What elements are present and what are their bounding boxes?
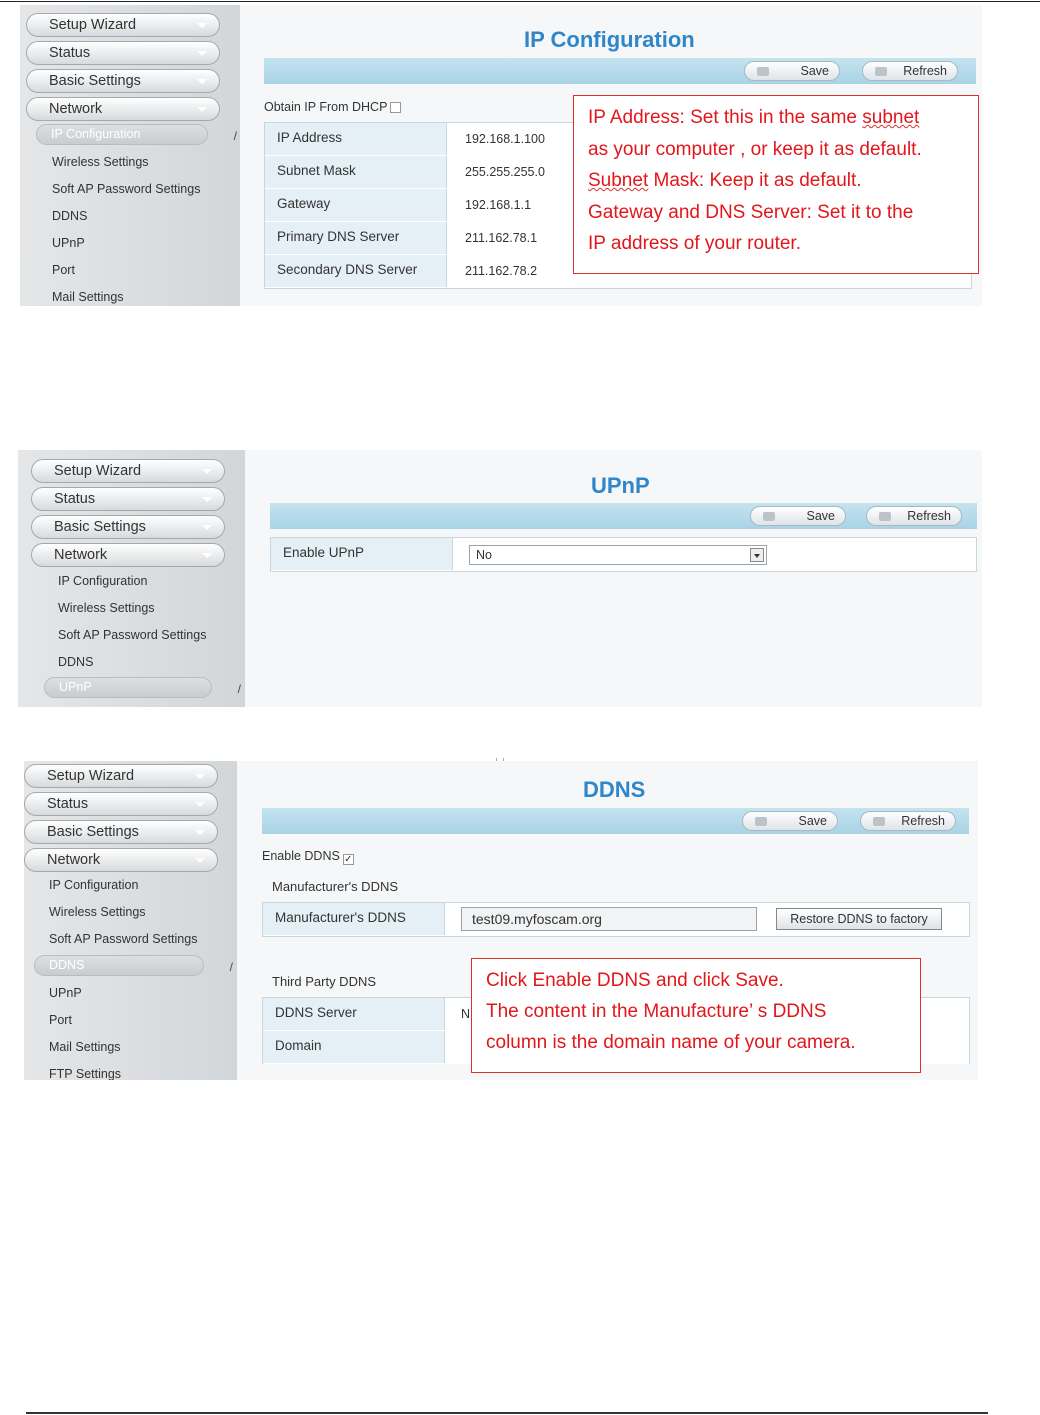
callout-line: column is the domain name of your camera. <box>486 1032 856 1053</box>
menu-label: Network <box>54 547 108 563</box>
callout-line: as your computer , or keep it as default. <box>588 138 922 160</box>
save-button[interactable]: Save <box>750 506 846 526</box>
submenu-upnp[interactable]: UPnP <box>49 986 82 1000</box>
save-button[interactable]: Save <box>744 61 840 81</box>
sidebar <box>20 5 240 306</box>
callout-line: Gateway and DNS Server: Set it to the <box>588 201 914 223</box>
row-label: Domain <box>263 1031 445 1063</box>
submenu-wireless-settings[interactable]: Wireless Settings <box>52 155 149 169</box>
ip-configuration-screenshot <box>20 5 982 306</box>
ddns-callout <box>471 958 921 1073</box>
refresh-icon <box>875 67 887 76</box>
third-party-ddns-heading: Third Party DDNS <box>272 974 377 989</box>
menu-status[interactable] <box>26 41 220 65</box>
callout-line: The content in the Manufacture’ s DDNS <box>486 1001 827 1022</box>
sidebar <box>18 450 245 707</box>
row-label: Secondary DNS Server <box>265 255 447 287</box>
row-label: DDNS Server <box>263 998 445 1030</box>
refresh-button[interactable]: Refresh <box>860 811 956 831</box>
toolbar <box>270 503 977 529</box>
chevron-down-icon <box>202 525 212 530</box>
submenu-soft-ap-password-settings[interactable]: Soft AP Password Settings <box>52 182 201 196</box>
chevron-down-icon <box>197 51 207 56</box>
menu-setup-wizard[interactable] <box>31 459 225 483</box>
save-button[interactable]: Save <box>742 811 838 831</box>
submenu-mail-settings[interactable]: Mail Settings <box>52 290 124 304</box>
cursor-mark-icon: / <box>229 960 233 974</box>
toolbar <box>262 808 969 834</box>
save-icon <box>763 512 775 521</box>
menu-status[interactable] <box>31 487 225 511</box>
sidebar <box>24 761 237 1080</box>
refresh-button[interactable]: Refresh <box>866 506 962 526</box>
submenu-ip-configuration[interactable]: IP Configuration <box>58 574 148 588</box>
page-title: DDNS <box>583 777 646 802</box>
row-label: Gateway <box>265 189 447 221</box>
menu-label: Setup Wizard <box>49 17 137 33</box>
subnet-mask-input[interactable]: 255.255.255.0 <box>447 156 971 188</box>
row-label: Manufacturer's DDNS <box>263 903 445 935</box>
upnp-screenshot <box>18 450 982 707</box>
menu-status[interactable] <box>24 792 218 816</box>
refresh-icon <box>873 817 885 826</box>
menu-label: Setup Wizard <box>47 768 135 784</box>
page-title: UPnP <box>591 473 650 498</box>
ip-config-callout <box>573 95 979 274</box>
submenu-ip-configuration[interactable]: IP Configuration <box>49 878 139 892</box>
chevron-down-icon <box>195 858 205 863</box>
submenu-port[interactable]: Port <box>52 263 75 277</box>
chevron-down-icon <box>202 497 212 502</box>
submenu-upnp[interactable]: UPnP / <box>44 677 212 698</box>
gateway-input[interactable]: 192.168.1.1 <box>447 189 971 221</box>
chevron-down-icon <box>197 23 207 28</box>
toolbar <box>264 58 976 84</box>
dhcp-option: Obtain IP From DHCP <box>264 100 401 114</box>
cursor-mark-icon: / <box>233 129 237 143</box>
secondary-dns-input[interactable]: 211.162.78.2 <box>447 255 971 287</box>
cursor-mark-icon: / <box>237 682 241 696</box>
save-icon <box>757 67 769 76</box>
row-label: Primary DNS Server <box>265 222 447 254</box>
submenu-ip-configuration[interactable]: IP Configuration / <box>36 124 208 145</box>
menu-basic-settings[interactable] <box>24 820 218 844</box>
menu-label: Status <box>54 491 96 507</box>
restore-ddns-button[interactable]: Restore DDNS to factory <box>776 908 942 930</box>
save-icon <box>755 817 767 826</box>
submenu-port[interactable]: Port <box>49 1013 72 1027</box>
enable-ddns-checkbox[interactable]: ✓ <box>344 854 353 865</box>
menu-label: Network <box>49 101 103 117</box>
menu-network[interactable] <box>24 848 218 872</box>
menu-setup-wizard[interactable] <box>24 764 218 788</box>
row-label: IP Address <box>265 123 447 155</box>
menu-label: Basic Settings <box>54 519 146 535</box>
enable-ddns-option: Enable DDNS ✓ <box>262 849 353 865</box>
ddns-server-select[interactable]: N <box>445 998 969 1030</box>
page-bottom-rule <box>26 1412 988 1414</box>
primary-dns-input[interactable]: 211.162.78.1 <box>447 222 971 254</box>
menu-network[interactable] <box>31 543 225 567</box>
callout-line: Subnet Mask: Keep it as default. <box>588 170 862 191</box>
menu-basic-settings[interactable] <box>31 515 225 539</box>
dhcp-checkbox[interactable] <box>390 102 401 113</box>
submenu-upnp[interactable]: UPnP <box>52 236 85 250</box>
row-label: Subnet Mask <box>265 156 447 188</box>
callout-line: IP address of your router. <box>588 233 801 254</box>
row-label: Enable UPnP <box>271 538 453 570</box>
refresh-button[interactable]: Refresh <box>862 61 958 81</box>
chevron-down-icon <box>195 802 205 807</box>
page-title: IP Configuration <box>524 27 695 52</box>
page-top-rule <box>0 1 1040 2</box>
menu-label: Status <box>49 45 91 61</box>
submenu-ddns[interactable]: DDNS <box>52 209 88 223</box>
chevron-down-icon <box>202 553 212 558</box>
ip-address-input[interactable]: 192.168.1.100 <box>447 123 971 155</box>
dropdown-arrow-icon <box>750 548 764 562</box>
submenu-ddns[interactable]: DDNS / <box>34 955 204 976</box>
chevron-down-icon <box>202 469 212 474</box>
chevron-down-icon <box>197 107 207 112</box>
menu-label: Setup Wizard <box>54 463 142 479</box>
upnp-form-table <box>270 537 977 572</box>
manufacturer-ddns-heading: Manufacturer's DDNS <box>272 879 399 894</box>
enable-upnp-select[interactable]: No <box>469 545 767 565</box>
submenu-soft-ap-password-settings[interactable]: Soft AP Password Settings <box>58 628 207 642</box>
menu-label: Basic Settings <box>47 824 139 840</box>
menu-basic-settings[interactable] <box>26 69 220 93</box>
submenu-soft-ap-password-settings[interactable]: Soft AP Password Settings <box>49 932 198 946</box>
menu-network[interactable] <box>26 97 220 121</box>
chevron-down-icon <box>195 830 205 835</box>
submenu-wireless-settings[interactable]: Wireless Settings <box>58 601 155 615</box>
menu-label: Basic Settings <box>49 73 141 89</box>
main-panel <box>245 450 982 707</box>
chevron-down-icon <box>197 79 207 84</box>
refresh-icon <box>879 512 891 521</box>
ddns-screenshot <box>24 761 978 1080</box>
callout-line: Click Enable DDNS and click Save. <box>486 970 784 991</box>
chevron-down-icon <box>195 774 205 779</box>
menu-setup-wizard[interactable] <box>26 13 220 37</box>
menu-label: Status <box>47 796 89 812</box>
submenu-mail-settings[interactable]: Mail Settings <box>49 1040 121 1054</box>
menu-label: Network <box>47 852 101 868</box>
manufacturer-ddns-input[interactable]: test09.myfoscam.org <box>461 907 757 931</box>
callout-line: IP Address: Set this in the same subnet <box>588 107 920 128</box>
manufacturer-ddns-table <box>262 902 970 937</box>
submenu-wireless-settings[interactable]: Wireless Settings <box>49 905 146 919</box>
submenu-ddns[interactable]: DDNS <box>58 655 94 669</box>
submenu-ftp-settings[interactable]: FTP Settings <box>49 1067 122 1080</box>
